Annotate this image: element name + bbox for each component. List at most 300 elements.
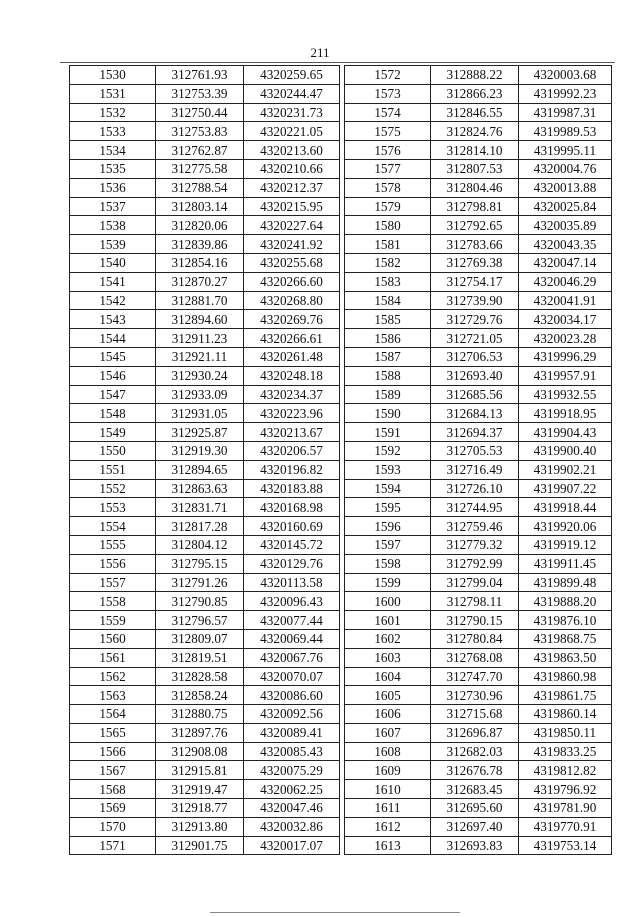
table-row: [70, 235, 340, 254]
point-number-cell: 1535: [70, 159, 156, 178]
table-row: [345, 554, 612, 573]
table-row: [345, 535, 612, 554]
table-row: [345, 441, 612, 460]
y-coordinate-cell: 4319987.31: [519, 103, 612, 122]
y-coordinate-cell: 4320212.37: [244, 178, 340, 197]
point-number-cell: 1557: [70, 573, 156, 592]
x-coordinate-cell: 312888.22: [431, 66, 519, 85]
y-coordinate-cell: 4320089.41: [244, 723, 340, 742]
table-row: [345, 366, 612, 385]
y-coordinate-cell: 4319850.11: [519, 723, 612, 742]
point-number-cell: 1533: [70, 122, 156, 141]
point-number-cell: 1530: [70, 66, 156, 85]
x-coordinate-cell: 312931.05: [156, 404, 244, 423]
point-number-cell: 1602: [345, 629, 431, 648]
y-coordinate-cell: 4319753.14: [519, 836, 612, 855]
y-coordinate-cell: 4319861.75: [519, 686, 612, 705]
table-row: [345, 517, 612, 536]
y-coordinate-cell: 4319902.21: [519, 460, 612, 479]
point-number-cell: 1605: [345, 686, 431, 705]
x-coordinate-cell: 312846.55: [431, 103, 519, 122]
bottom-rule: [210, 912, 460, 913]
y-coordinate-cell: 4320096.43: [244, 592, 340, 611]
table-row: [70, 498, 340, 517]
x-coordinate-cell: 312726.10: [431, 479, 519, 498]
y-coordinate-cell: 4319904.43: [519, 423, 612, 442]
point-number-cell: 1558: [70, 592, 156, 611]
point-number-cell: 1577: [345, 159, 431, 178]
point-number-cell: 1592: [345, 441, 431, 460]
x-coordinate-cell: 312894.60: [156, 310, 244, 329]
x-coordinate-cell: 312683.45: [431, 780, 519, 799]
table-row: [345, 84, 612, 103]
point-number-cell: 1582: [345, 253, 431, 272]
y-coordinate-cell: 4319900.40: [519, 441, 612, 460]
x-coordinate-cell: 312819.51: [156, 648, 244, 667]
point-number-cell: 1593: [345, 460, 431, 479]
x-coordinate-cell: 312919.47: [156, 780, 244, 799]
table-row: [345, 235, 612, 254]
x-coordinate-cell: 312769.38: [431, 253, 519, 272]
table-row: [70, 197, 340, 216]
table-row: [345, 347, 612, 366]
table-row: [70, 66, 340, 85]
y-coordinate-cell: 4319868.75: [519, 629, 612, 648]
y-coordinate-cell: 4320129.76: [244, 554, 340, 573]
table-row: [345, 404, 612, 423]
y-coordinate-cell: 4320047.46: [244, 799, 340, 818]
y-coordinate-cell: 4319833.25: [519, 742, 612, 761]
point-number-cell: 1576: [345, 141, 431, 160]
x-coordinate-cell: 312706.53: [431, 347, 519, 366]
y-coordinate-cell: 4320004.76: [519, 159, 612, 178]
table-row: [70, 611, 340, 630]
table-row: [70, 705, 340, 724]
y-coordinate-cell: 4320160.69: [244, 517, 340, 536]
point-number-cell: 1559: [70, 611, 156, 630]
point-number-cell: 1561: [70, 648, 156, 667]
table-row: [70, 742, 340, 761]
point-number-cell: 1565: [70, 723, 156, 742]
table-row: [345, 423, 612, 442]
table-row: [345, 216, 612, 235]
x-coordinate-cell: 312863.63: [156, 479, 244, 498]
table-row: [70, 592, 340, 611]
y-coordinate-cell: 4319918.44: [519, 498, 612, 517]
table-row: [345, 761, 612, 780]
point-number-cell: 1570: [70, 817, 156, 836]
y-coordinate-cell: 4320145.72: [244, 535, 340, 554]
point-number-cell: 1608: [345, 742, 431, 761]
y-coordinate-cell: 4319920.06: [519, 517, 612, 536]
x-coordinate-cell: 312915.81: [156, 761, 244, 780]
table-row: [345, 705, 612, 724]
x-coordinate-cell: 312911.23: [156, 329, 244, 348]
table-row: [70, 159, 340, 178]
x-coordinate-cell: 312739.90: [431, 291, 519, 310]
x-coordinate-cell: 312693.40: [431, 366, 519, 385]
x-coordinate-cell: 312880.75: [156, 705, 244, 724]
point-number-cell: 1598: [345, 554, 431, 573]
x-coordinate-cell: 312744.95: [431, 498, 519, 517]
y-coordinate-cell: 4320003.68: [519, 66, 612, 85]
point-number-cell: 1569: [70, 799, 156, 818]
table-row: [345, 836, 612, 855]
coordinate-table-right: [344, 65, 612, 855]
point-number-cell: 1567: [70, 761, 156, 780]
x-coordinate-cell: 312804.12: [156, 535, 244, 554]
table-row: [345, 329, 612, 348]
table-row: [70, 122, 340, 141]
x-coordinate-cell: 312799.04: [431, 573, 519, 592]
table-row: [345, 122, 612, 141]
table-row: [70, 761, 340, 780]
point-number-cell: 1573: [345, 84, 431, 103]
y-coordinate-cell: 4319796.92: [519, 780, 612, 799]
point-number-cell: 1574: [345, 103, 431, 122]
point-number-cell: 1554: [70, 517, 156, 536]
x-coordinate-cell: 312715.68: [431, 705, 519, 724]
x-coordinate-cell: 312839.86: [156, 235, 244, 254]
table-row: [70, 648, 340, 667]
point-number-cell: 1539: [70, 235, 156, 254]
point-number-cell: 1585: [345, 310, 431, 329]
y-coordinate-cell: 4320255.68: [244, 253, 340, 272]
y-coordinate-cell: 4320221.05: [244, 122, 340, 141]
point-number-cell: 1550: [70, 441, 156, 460]
x-coordinate-cell: 312854.16: [156, 253, 244, 272]
table-row: [345, 780, 612, 799]
point-number-cell: 1564: [70, 705, 156, 724]
y-coordinate-cell: 4320183.88: [244, 479, 340, 498]
table-row: [345, 817, 612, 836]
y-coordinate-cell: 4320046.29: [519, 272, 612, 291]
table-row: [70, 141, 340, 160]
table-row: [345, 141, 612, 160]
x-coordinate-cell: 312779.32: [431, 535, 519, 554]
table-row: [345, 629, 612, 648]
x-coordinate-cell: 312921.11: [156, 347, 244, 366]
y-coordinate-cell: 4320070.07: [244, 667, 340, 686]
table-row: [70, 423, 340, 442]
point-number-cell: 1534: [70, 141, 156, 160]
point-number-cell: 1584: [345, 291, 431, 310]
x-coordinate-cell: 312695.60: [431, 799, 519, 818]
point-number-cell: 1581: [345, 235, 431, 254]
coordinate-table-left: [69, 65, 340, 855]
y-coordinate-cell: 4319781.90: [519, 799, 612, 818]
y-coordinate-cell: 4320259.65: [244, 66, 340, 85]
x-coordinate-cell: 312716.49: [431, 460, 519, 479]
table-row: [345, 667, 612, 686]
x-coordinate-cell: 312881.70: [156, 291, 244, 310]
x-coordinate-cell: 312901.75: [156, 836, 244, 855]
point-number-cell: 1599: [345, 573, 431, 592]
table-row: [70, 780, 340, 799]
point-number-cell: 1568: [70, 780, 156, 799]
point-number-cell: 1596: [345, 517, 431, 536]
y-coordinate-cell: 4320047.14: [519, 253, 612, 272]
y-coordinate-cell: 4320168.98: [244, 498, 340, 517]
x-coordinate-cell: 312894.65: [156, 460, 244, 479]
y-coordinate-cell: 4320227.64: [244, 216, 340, 235]
y-coordinate-cell: 4320244.47: [244, 84, 340, 103]
y-coordinate-cell: 4320266.60: [244, 272, 340, 291]
table-row: [70, 253, 340, 272]
y-coordinate-cell: 4320223.96: [244, 404, 340, 423]
y-coordinate-cell: 4319918.95: [519, 404, 612, 423]
y-coordinate-cell: 4320017.07: [244, 836, 340, 855]
x-coordinate-cell: 312696.87: [431, 723, 519, 742]
x-coordinate-cell: 312824.76: [431, 122, 519, 141]
x-coordinate-cell: 312817.28: [156, 517, 244, 536]
table-row: [70, 216, 340, 235]
table-row: [345, 498, 612, 517]
point-number-cell: 1595: [345, 498, 431, 517]
y-coordinate-cell: 4320213.67: [244, 423, 340, 442]
point-number-cell: 1613: [345, 836, 431, 855]
x-coordinate-cell: 312792.65: [431, 216, 519, 235]
point-number-cell: 1542: [70, 291, 156, 310]
table-row: [70, 366, 340, 385]
point-number-cell: 1552: [70, 479, 156, 498]
table-row: [345, 573, 612, 592]
x-coordinate-cell: 312807.53: [431, 159, 519, 178]
y-coordinate-cell: 4319770.91: [519, 817, 612, 836]
x-coordinate-cell: 312721.05: [431, 329, 519, 348]
x-coordinate-cell: 312933.09: [156, 385, 244, 404]
x-coordinate-cell: 312791.26: [156, 573, 244, 592]
y-coordinate-cell: 4320210.66: [244, 159, 340, 178]
y-coordinate-cell: 4320215.95: [244, 197, 340, 216]
table-row: [345, 611, 612, 630]
table-row: [70, 573, 340, 592]
y-coordinate-cell: 4320113.58: [244, 573, 340, 592]
table-row: [70, 291, 340, 310]
y-coordinate-cell: 4320196.82: [244, 460, 340, 479]
table-row: [70, 347, 340, 366]
point-number-cell: 1583: [345, 272, 431, 291]
point-number-cell: 1545: [70, 347, 156, 366]
x-coordinate-cell: 312795.15: [156, 554, 244, 573]
y-coordinate-cell: 4320069.44: [244, 629, 340, 648]
point-number-cell: 1587: [345, 347, 431, 366]
x-coordinate-cell: 312697.40: [431, 817, 519, 836]
point-number-cell: 1594: [345, 479, 431, 498]
x-coordinate-cell: 312804.46: [431, 178, 519, 197]
point-number-cell: 1609: [345, 761, 431, 780]
x-coordinate-cell: 312685.56: [431, 385, 519, 404]
point-number-cell: 1543: [70, 310, 156, 329]
y-coordinate-cell: 4320041.91: [519, 291, 612, 310]
table-row: [70, 836, 340, 855]
x-coordinate-cell: 312759.46: [431, 517, 519, 536]
table-row: [70, 799, 340, 818]
y-coordinate-cell: 4320023.28: [519, 329, 612, 348]
y-coordinate-cell: 4320034.17: [519, 310, 612, 329]
point-number-cell: 1551: [70, 460, 156, 479]
point-number-cell: 1578: [345, 178, 431, 197]
point-number-cell: 1540: [70, 253, 156, 272]
y-coordinate-cell: 4320231.73: [244, 103, 340, 122]
x-coordinate-cell: 312919.30: [156, 441, 244, 460]
y-coordinate-cell: 4320077.44: [244, 611, 340, 630]
table-row: [345, 742, 612, 761]
table-row: [345, 723, 612, 742]
x-coordinate-cell: 312870.27: [156, 272, 244, 291]
table-row: [345, 253, 612, 272]
point-number-cell: 1591: [345, 423, 431, 442]
table-row: [70, 441, 340, 460]
x-coordinate-cell: 312798.11: [431, 592, 519, 611]
point-number-cell: 1546: [70, 366, 156, 385]
point-number-cell: 1571: [70, 836, 156, 855]
table-row: [70, 517, 340, 536]
point-number-cell: 1575: [345, 122, 431, 141]
point-number-cell: 1536: [70, 178, 156, 197]
x-coordinate-cell: 312858.24: [156, 686, 244, 705]
y-coordinate-cell: 4320043.35: [519, 235, 612, 254]
y-coordinate-cell: 4320269.76: [244, 310, 340, 329]
point-number-cell: 1607: [345, 723, 431, 742]
y-coordinate-cell: 4319996.29: [519, 347, 612, 366]
point-number-cell: 1588: [345, 366, 431, 385]
table-row: [345, 648, 612, 667]
x-coordinate-cell: 312682.03: [431, 742, 519, 761]
x-coordinate-cell: 312761.93: [156, 66, 244, 85]
table-row: [345, 66, 612, 85]
table-row: [70, 310, 340, 329]
point-number-cell: 1601: [345, 611, 431, 630]
point-number-cell: 1586: [345, 329, 431, 348]
y-coordinate-cell: 4319911.45: [519, 554, 612, 573]
point-number-cell: 1538: [70, 216, 156, 235]
y-coordinate-cell: 4320067.76: [244, 648, 340, 667]
x-coordinate-cell: 312694.37: [431, 423, 519, 442]
y-coordinate-cell: 4319888.20: [519, 592, 612, 611]
point-number-cell: 1590: [345, 404, 431, 423]
x-coordinate-cell: 312814.10: [431, 141, 519, 160]
x-coordinate-cell: 312913.80: [156, 817, 244, 836]
x-coordinate-cell: 312796.57: [156, 611, 244, 630]
top-rule: [60, 62, 615, 63]
x-coordinate-cell: 312792.99: [431, 554, 519, 573]
point-number-cell: 1555: [70, 535, 156, 554]
table-row: [345, 799, 612, 818]
table-row: [70, 554, 340, 573]
table-row: [345, 197, 612, 216]
y-coordinate-cell: 4320268.80: [244, 291, 340, 310]
table-row: [70, 385, 340, 404]
y-coordinate-cell: 4319860.14: [519, 705, 612, 724]
x-coordinate-cell: 312820.06: [156, 216, 244, 235]
y-coordinate-cell: 4320035.89: [519, 216, 612, 235]
point-number-cell: 1547: [70, 385, 156, 404]
point-number-cell: 1556: [70, 554, 156, 573]
y-coordinate-cell: 4319957.91: [519, 366, 612, 385]
point-number-cell: 1597: [345, 535, 431, 554]
table-row: [70, 686, 340, 705]
table-row: [345, 592, 612, 611]
y-coordinate-cell: 4320266.61: [244, 329, 340, 348]
point-number-cell: 1579: [345, 197, 431, 216]
y-coordinate-cell: 4320013.88: [519, 178, 612, 197]
x-coordinate-cell: 312753.39: [156, 84, 244, 103]
x-coordinate-cell: 312828.58: [156, 667, 244, 686]
point-number-cell: 1603: [345, 648, 431, 667]
x-coordinate-cell: 312897.76: [156, 723, 244, 742]
x-coordinate-cell: 312866.23: [431, 84, 519, 103]
table-row: [70, 404, 340, 423]
x-coordinate-cell: 312930.24: [156, 366, 244, 385]
point-number-cell: 1589: [345, 385, 431, 404]
point-number-cell: 1541: [70, 272, 156, 291]
table-row: [70, 272, 340, 291]
point-number-cell: 1562: [70, 667, 156, 686]
x-coordinate-cell: 312750.44: [156, 103, 244, 122]
point-number-cell: 1612: [345, 817, 431, 836]
table-row: [70, 667, 340, 686]
y-coordinate-cell: 4320206.57: [244, 441, 340, 460]
table-row: [345, 460, 612, 479]
x-coordinate-cell: 312790.15: [431, 611, 519, 630]
point-number-cell: 1611: [345, 799, 431, 818]
table-row: [345, 310, 612, 329]
x-coordinate-cell: 312925.87: [156, 423, 244, 442]
x-coordinate-cell: 312918.77: [156, 799, 244, 818]
point-number-cell: 1532: [70, 103, 156, 122]
table-row: [70, 535, 340, 554]
point-number-cell: 1572: [345, 66, 431, 85]
x-coordinate-cell: 312676.78: [431, 761, 519, 780]
point-number-cell: 1600: [345, 592, 431, 611]
table-row: [345, 103, 612, 122]
point-number-cell: 1537: [70, 197, 156, 216]
point-number-cell: 1548: [70, 404, 156, 423]
y-coordinate-cell: 4320213.60: [244, 141, 340, 160]
x-coordinate-cell: 312747.70: [431, 667, 519, 686]
y-coordinate-cell: 4320085.43: [244, 742, 340, 761]
page-number: 211: [310, 45, 330, 60]
point-number-cell: 1553: [70, 498, 156, 517]
table-row: [70, 84, 340, 103]
point-number-cell: 1610: [345, 780, 431, 799]
y-coordinate-cell: 4320062.25: [244, 780, 340, 799]
x-coordinate-cell: 312693.83: [431, 836, 519, 855]
table-row: [70, 629, 340, 648]
table-row: [70, 329, 340, 348]
y-coordinate-cell: 4320241.92: [244, 235, 340, 254]
point-number-cell: 1549: [70, 423, 156, 442]
table-row: [70, 479, 340, 498]
y-coordinate-cell: 4319860.98: [519, 667, 612, 686]
x-coordinate-cell: 312783.66: [431, 235, 519, 254]
y-coordinate-cell: 4319995.11: [519, 141, 612, 160]
y-coordinate-cell: 4320092.56: [244, 705, 340, 724]
point-number-cell: 1606: [345, 705, 431, 724]
y-coordinate-cell: 4319899.48: [519, 573, 612, 592]
point-number-cell: 1544: [70, 329, 156, 348]
y-coordinate-cell: 4319919.12: [519, 535, 612, 554]
x-coordinate-cell: 312762.87: [156, 141, 244, 160]
table-row: [345, 385, 612, 404]
x-coordinate-cell: 312803.14: [156, 197, 244, 216]
x-coordinate-cell: 312780.84: [431, 629, 519, 648]
point-number-cell: 1563: [70, 686, 156, 705]
x-coordinate-cell: 312798.81: [431, 197, 519, 216]
x-coordinate-cell: 312809.07: [156, 629, 244, 648]
y-coordinate-cell: 4319992.23: [519, 84, 612, 103]
